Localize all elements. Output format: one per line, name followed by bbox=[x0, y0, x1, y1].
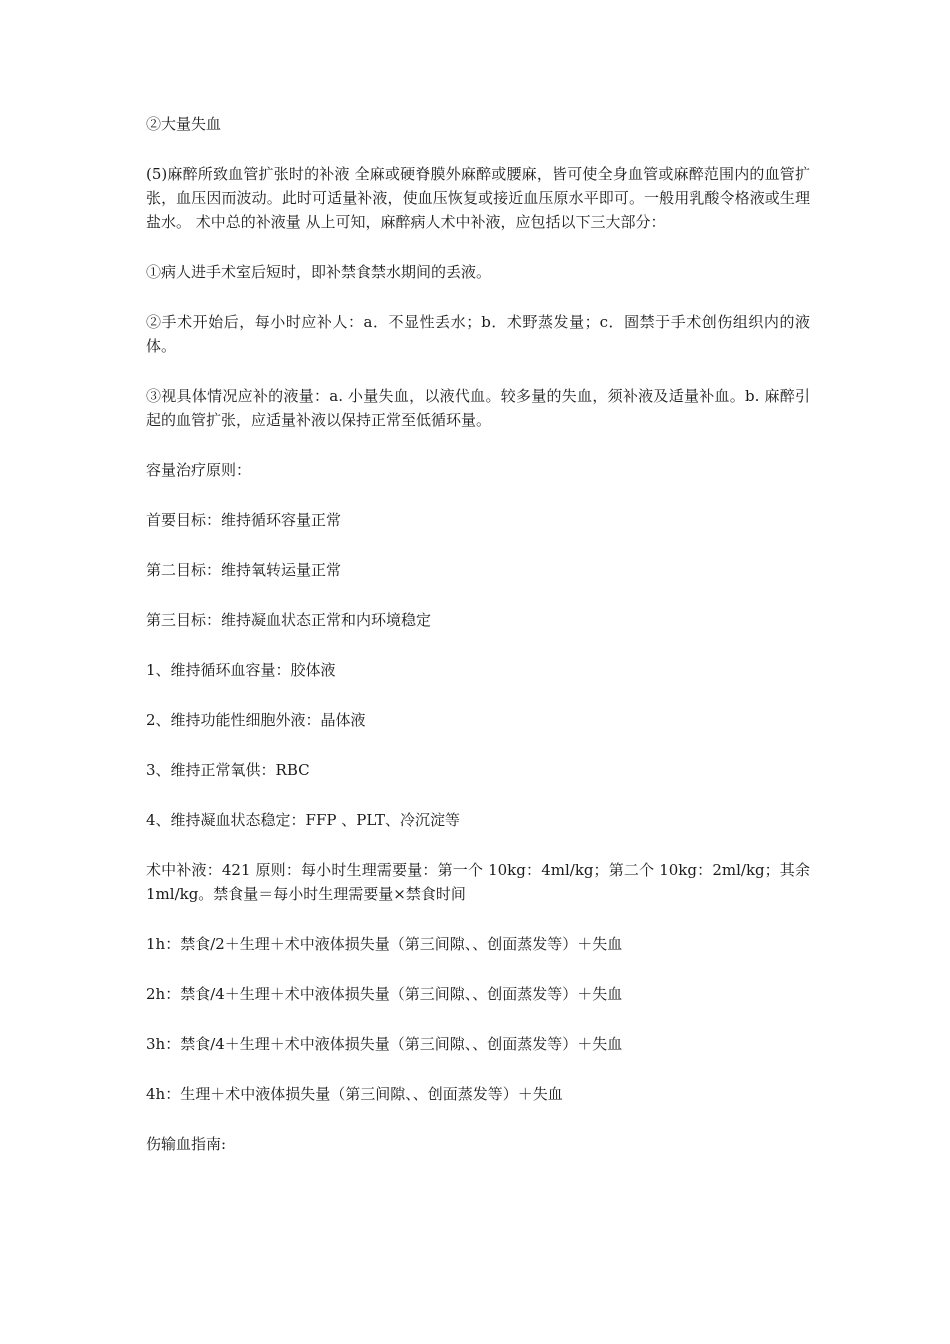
paragraph-transfusion-guide-heading: 伤输血指南: bbox=[146, 1135, 227, 1153]
paragraph-massive-blood-loss: ②大量失血 bbox=[146, 115, 222, 133]
paragraph-fasting-loss: ①病人进手术室后短时，即补禁食禁水期间的丢液。 bbox=[146, 263, 492, 281]
paragraph-hour-3: 3h：禁食/4＋生理＋术中液体损失量（第三间隙、、创面蒸发等）＋失血 bbox=[146, 1035, 623, 1053]
paragraph-hour-2: 2h：禁食/4＋生理＋术中液体损失量（第三间隙、、创面蒸发等）＋失血 bbox=[146, 985, 623, 1003]
paragraph-hourly-replacement: ②手术开始后，每小时应补人：a．不显性丢水；b．术野蒸发量；c．圄禁于手术创伤组织内的液体。 bbox=[146, 313, 810, 355]
paragraph-421-rule: 术中补液：421 原则：每小时生理需要量：第一个 10kg：4ml/kg；第二个 10kg：2ml/kg；其余 1ml/kg。禁食量＝每小时生理需要量×禁食时间 bbox=[146, 861, 810, 903]
paragraph-third-goal: 第三目标：维持凝血状态正常和内环境稳定 bbox=[146, 611, 432, 629]
paragraph-situational-volume: ③视具体情况应补的液量：a. 小量失血，以液代血。较多量的失血，须补液及适量补血。b. 麻醉引起的血管扩张，应适量补液以保持正常至低循环量。 bbox=[146, 387, 810, 429]
paragraph-item-1: 1、维持循环血容量：胶体液 bbox=[146, 661, 336, 679]
paragraph-item-2: 2、维持功能性细胞外液：晶体液 bbox=[146, 711, 366, 729]
paragraph-primary-goal: 首要目标：维持循环容量正常 bbox=[146, 511, 342, 529]
paragraph-hour-1: 1h：禁食/2＋生理＋术中液体损失量（第三间隙、、创面蒸发等）＋失血 bbox=[146, 935, 623, 953]
paragraph-second-goal: 第二目标：维持氧转运量正常 bbox=[146, 561, 342, 579]
paragraph-item-3: 3、维持正常氧供：RBC bbox=[146, 761, 310, 779]
paragraph-hour-4: 4h：生理＋术中液体损失量（第三间隙、、创面蒸发等）＋失血 bbox=[146, 1085, 563, 1103]
paragraph-volume-principles-heading: 容量治疗原则： bbox=[146, 461, 252, 479]
paragraph-anesthesia-vasodilation: (5)麻醉所致血管扩张时的补液 全麻或硬脊膜外麻醉或腰麻，皆可使全身血管或麻醉范围内的血管扩张，血压因而波动。此时可适量补液，使血压恢复或接近血压原水平即可。一般用乳酸令格液或生理盐水。 术中总的补液量 从上可知，麻醉病人术中补液，应包括以下三大部分： bbox=[146, 165, 810, 231]
paragraph-item-4: 4、维持凝血状态稳定：FFP 、PLT、冷沉淀等 bbox=[146, 811, 461, 829]
document-body bbox=[146, 112, 810, 1182]
